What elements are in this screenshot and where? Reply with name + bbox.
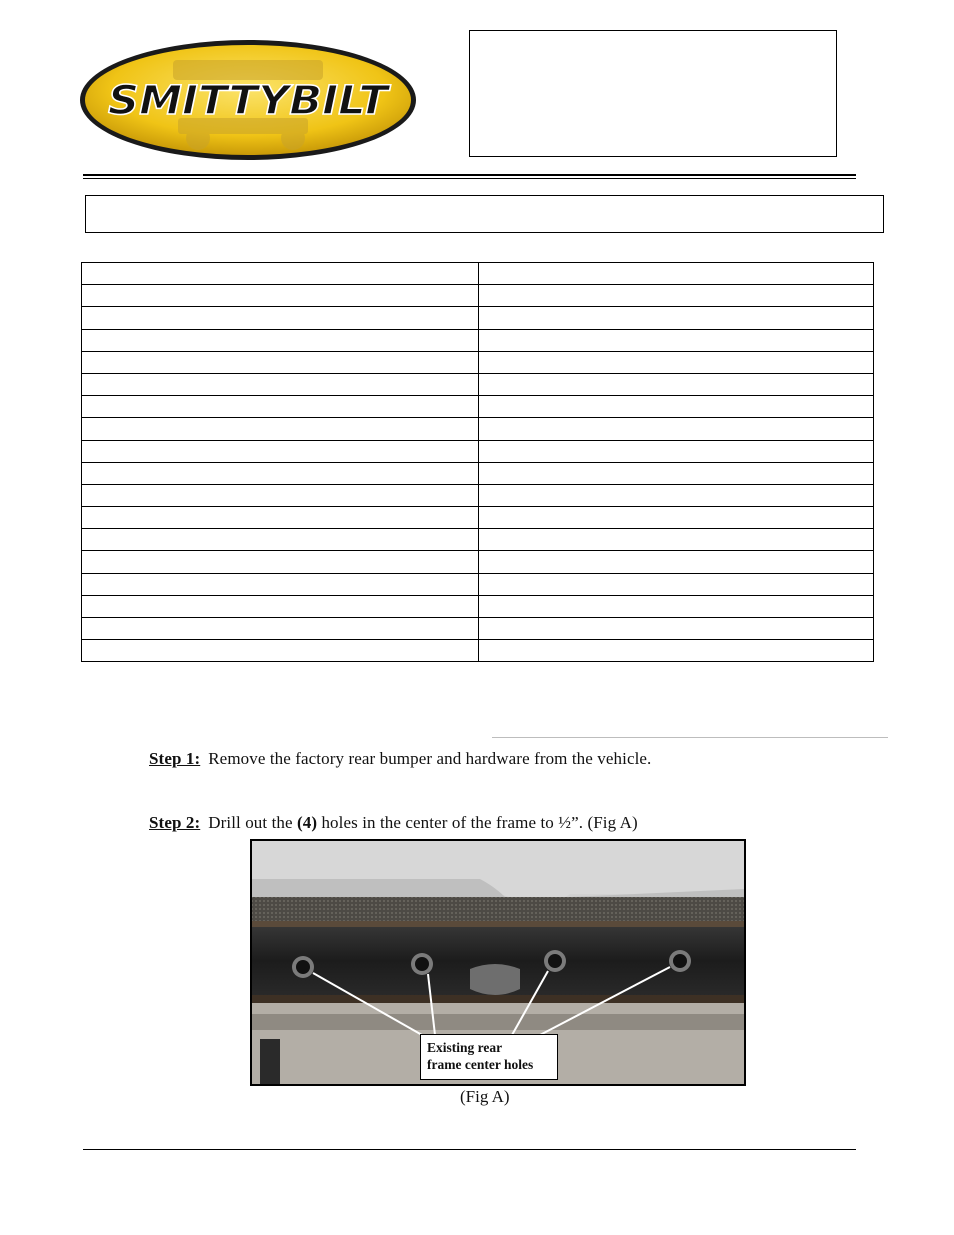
parts-table xyxy=(81,262,874,662)
table-cell-left xyxy=(82,351,479,373)
table-cell-right xyxy=(479,440,874,462)
table-cell-left xyxy=(82,263,479,285)
table-cell-left xyxy=(82,462,479,484)
table-cell-left xyxy=(82,307,479,329)
table-cell-right xyxy=(479,529,874,551)
table-cell-left xyxy=(82,507,479,529)
photo-callout xyxy=(420,1034,558,1080)
step-1-text: Remove the factory rear bumper and hardware from the vehicle. xyxy=(208,749,652,768)
table-cell-right xyxy=(479,484,874,506)
table-cell-left xyxy=(82,396,479,418)
title-box xyxy=(85,195,884,233)
smittybilt-logo xyxy=(78,38,418,162)
table-cell-left xyxy=(82,595,479,617)
table-cell-left xyxy=(82,484,479,506)
table-row xyxy=(82,551,874,573)
table-row xyxy=(82,507,874,529)
table-cell-right xyxy=(479,396,874,418)
table-cell-left xyxy=(82,440,479,462)
header-info-box xyxy=(469,30,837,157)
table-cell-right xyxy=(479,507,874,529)
step-2-bold-count: (4) xyxy=(296,813,318,832)
figure-caption: (Fig A) xyxy=(460,1087,510,1106)
table-row xyxy=(82,529,874,551)
table-cell-right xyxy=(479,551,874,573)
logo-text: SMITTYBILT xyxy=(108,78,391,124)
table-row xyxy=(82,285,874,307)
table-cell-right xyxy=(479,351,874,373)
table-cell-left xyxy=(82,329,479,351)
table-cell-right xyxy=(479,595,874,617)
table-row xyxy=(82,418,874,440)
table-cell-right xyxy=(479,263,874,285)
table-row xyxy=(82,640,874,662)
table-cell-left xyxy=(82,618,479,640)
table-row xyxy=(82,307,874,329)
step-2 xyxy=(149,813,638,833)
step-2-text-before: Drill out the xyxy=(208,813,297,832)
step-1-label: Step 1: xyxy=(149,749,201,768)
table-row xyxy=(82,462,874,484)
header-divider xyxy=(83,174,856,179)
step-1 xyxy=(149,749,651,769)
table-cell-right xyxy=(479,618,874,640)
table-cell-right xyxy=(479,640,874,662)
table-cell-left xyxy=(82,573,479,595)
table-cell-right xyxy=(479,373,874,395)
callout-line-1: Existing rear xyxy=(427,1040,503,1055)
table-cell-left xyxy=(82,373,479,395)
table-cell-right xyxy=(479,329,874,351)
table-row xyxy=(82,484,874,506)
table-cell-left xyxy=(82,418,479,440)
table-cell-right xyxy=(479,462,874,484)
table-row xyxy=(82,373,874,395)
table-row xyxy=(82,618,874,640)
table-row xyxy=(82,595,874,617)
table-row xyxy=(82,440,874,462)
table-cell-right xyxy=(479,573,874,595)
table-cell-left xyxy=(82,285,479,307)
table-cell-right xyxy=(479,285,874,307)
table-row xyxy=(82,351,874,373)
table-row xyxy=(82,573,874,595)
step-2-label: Step 2: xyxy=(149,813,201,832)
table-cell-right xyxy=(479,418,874,440)
table-cell-right xyxy=(479,307,874,329)
table-cell-left xyxy=(82,640,479,662)
table-cell-left xyxy=(82,529,479,551)
table-row xyxy=(82,263,874,285)
step-2-text-after: holes in the center of the frame to ½”. (Fig A) xyxy=(317,813,638,832)
table-cell-left xyxy=(82,551,479,573)
callout-line-2: frame center holes xyxy=(427,1057,534,1072)
footer-divider xyxy=(83,1149,856,1150)
table-row xyxy=(82,329,874,351)
section-divider xyxy=(492,737,888,738)
table-row xyxy=(82,396,874,418)
